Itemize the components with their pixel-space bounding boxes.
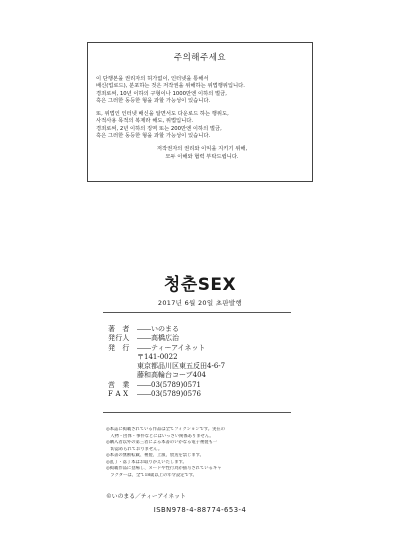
note-line: ラクターは、全て18歳以上の年令設定です。: [106, 472, 197, 478]
credit-value: 〒141-0022: [137, 352, 178, 361]
notice-paragraph: [96, 146, 308, 161]
credit-row: [108, 353, 298, 362]
credit-label: [108, 353, 137, 362]
notice-body: [96, 76, 308, 167]
note-line: ◎乱丁・落丁本はお取りかえいたします。: [106, 459, 187, 465]
notice-line: 배신(업로드), 분포하는 것은 저작권을 위해하는 위법행위입니다.: [96, 83, 245, 90]
notice-title: 주의해주세요: [173, 53, 227, 63]
note-line: ◎購入者以外の第三者による本書のいかなる電子複製も一: [106, 440, 218, 445]
credit-label: 発 行: [108, 343, 130, 352]
colophon-bottom-rule: [103, 412, 291, 413]
credit-label: 発行人: [108, 334, 130, 343]
notice-line: 저작권자의 권리와 이익을 지키기 위해,: [156, 146, 248, 153]
notice-line: 경죄로써, 10년 이하의 구형이나 1000만엔 이하의 벌금,: [96, 90, 227, 97]
credit-value: 東京都品川区東五反田4-6-7: [137, 362, 226, 371]
credit-row: [108, 390, 298, 399]
notice-line: 사적사용 목적의 복제라 해도, 위법입니다.: [96, 118, 194, 125]
notice-paragraph: [96, 76, 308, 105]
credit-value: ――高橋広治: [137, 334, 179, 343]
notice-line: 경죄로써, 2년 이하의 징역 또는 200만엔 이하의 벌금,: [96, 125, 222, 132]
note-line: 人物・団体・事件などにはいっさい関係ありません。: [106, 433, 214, 439]
colophon-notes: [106, 427, 298, 479]
credit-row: [108, 381, 298, 390]
credit-label: 著 者: [108, 325, 130, 333]
copyright-line: ©いのまる／ティーアイネット: [106, 494, 186, 500]
credit-value: 藤和高輪台コーブ404: [137, 371, 207, 380]
credit-row: [108, 344, 298, 353]
note-line: ◎掲載作品に登場し、ヌードや性行為が描写されているキャ: [106, 466, 222, 471]
colophon-credits: [108, 325, 298, 399]
credit-row: [108, 334, 298, 343]
colophon-top-rule: [103, 312, 291, 313]
note-line: ◎本誌に掲載されている作品は全てフィクションです。実在の: [106, 427, 225, 432]
isbn: ISBN978-4-88774-653-4: [153, 506, 247, 514]
notice-line: 모두 이해와 협력 부탁드립니다.: [165, 153, 239, 160]
credit-value: ――ティーアイネット: [137, 343, 206, 352]
credit-value: ――03(5789)0571: [137, 380, 201, 389]
book-title: 청춘SEX: [163, 275, 237, 295]
notice-box: [87, 42, 313, 182]
notice-line: 이 단행본을 권리자의 허가없이, 인터넷을 통해서: [96, 76, 209, 82]
credit-row: [108, 325, 298, 334]
credit-label: 営 業: [108, 380, 130, 389]
credit-value: ――03(5789)0576: [137, 390, 201, 399]
notice-paragraph: [96, 111, 308, 140]
credit-label: [108, 362, 137, 371]
note-line: 切認められておりません。: [106, 446, 163, 452]
notice-line: 혹은 그러한 동등한 형을 과할 가능성이 있습니다.: [96, 97, 211, 104]
notice-line: 혹은 그러한 동등한 형을 과할 가능성이 있습니다.: [96, 133, 211, 140]
credit-value: ――いのまる: [137, 325, 179, 333]
credit-row: [108, 371, 298, 380]
notice-line: 또, 위법인 인터넷 배신을 알면서도 다운로드 하는 행위도,: [96, 111, 229, 118]
credit-label: [108, 371, 137, 380]
credit-label: F A X: [108, 390, 129, 399]
note-line: ◎本書の無断転載、複製、上演、放送を禁じます。: [106, 453, 204, 458]
edition-date: 2017년 6월 20일 초판발행: [157, 299, 243, 307]
